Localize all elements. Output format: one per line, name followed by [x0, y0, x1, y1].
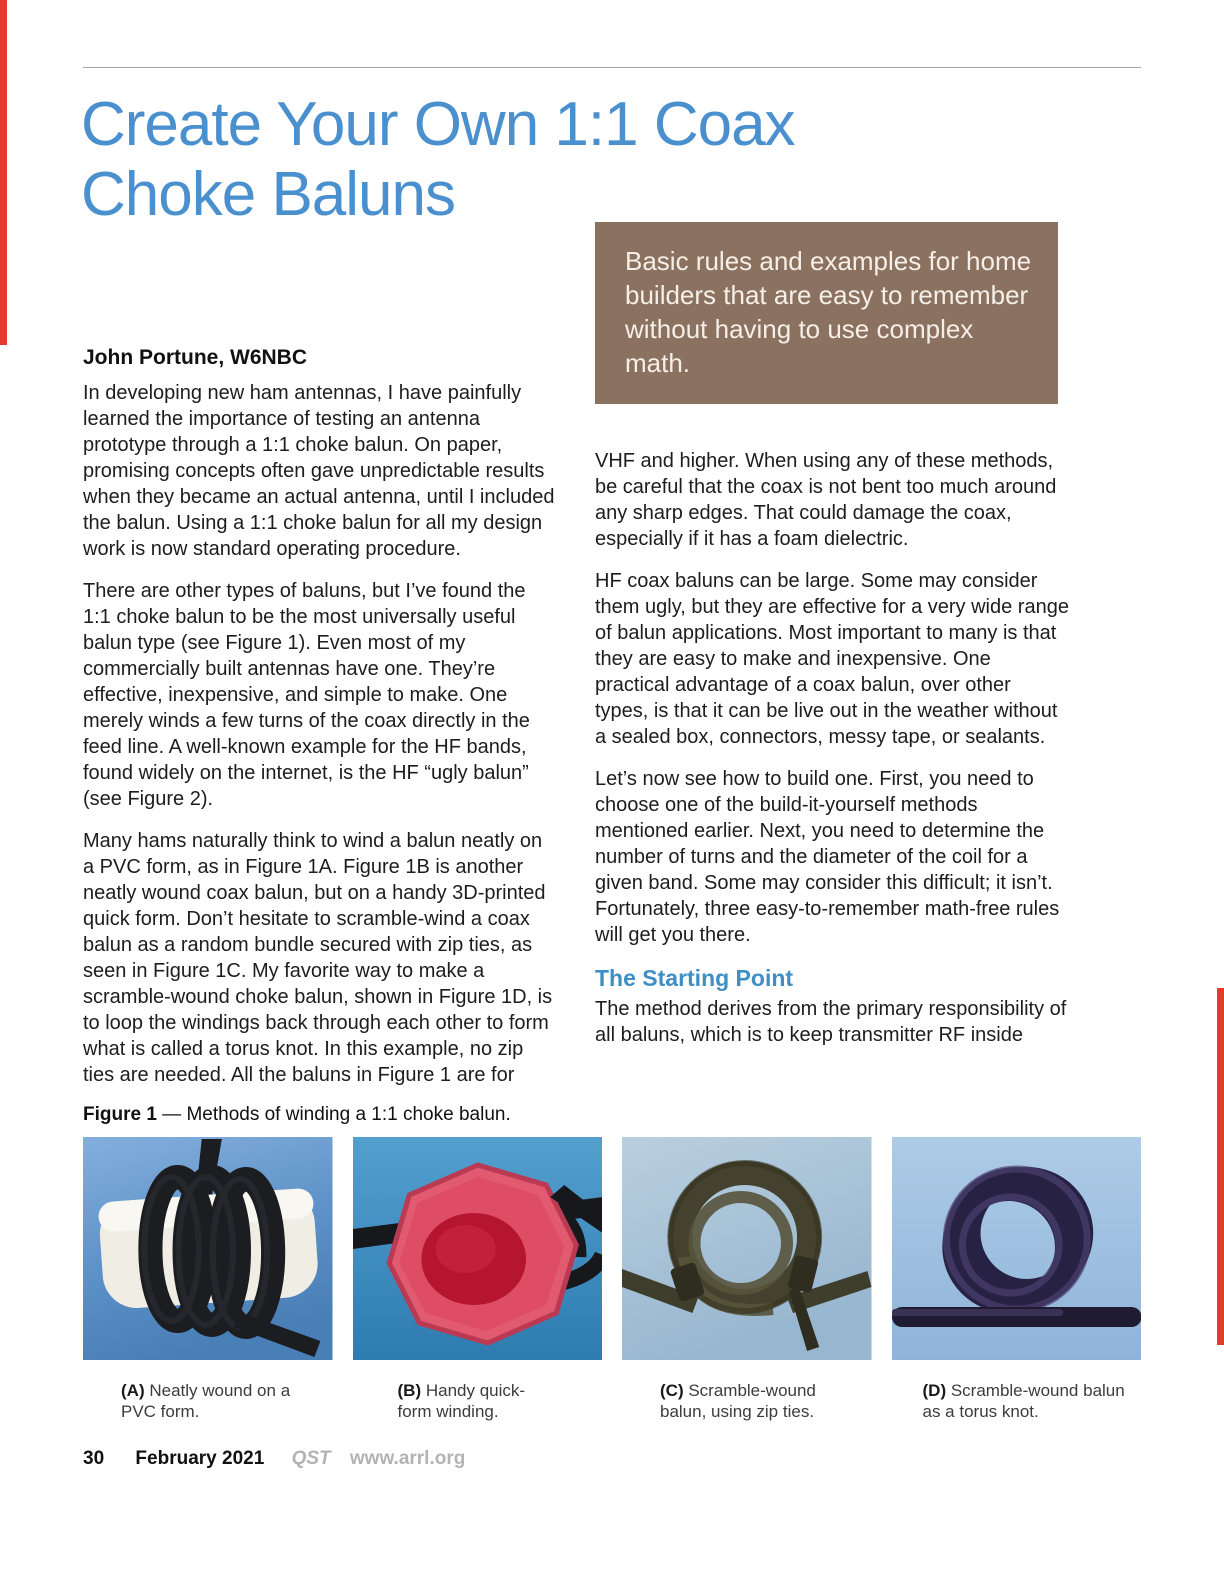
photo-a-caption-label: (A) [121, 1381, 145, 1400]
photo-c-caption-text: Scramble-wound balun, using zip ties. [660, 1381, 816, 1421]
article-title [81, 90, 981, 230]
figure1-photo-b [353, 1137, 603, 1360]
paragraph: There are other types of baluns, but I’ve found the 1:1 choke balun to be the most universally useful balun type (see Figure 1). Even most of my commercially built antennas have one. They’re effective, inexpensive, and simple to make. One merely winds a few turns of the coax directly in the feed line. A well-known example for the HF bands, found widely on the internet, is the HF “ugly balun” (see Figure 2). [83, 580, 530, 810]
photo-d-torus-knot [892, 1137, 1142, 1360]
photo-c-zip-tie-coil [622, 1137, 872, 1360]
photo-b-caption-text: Handy quick-form winding. [397, 1381, 526, 1421]
figure1-photo-a [83, 1137, 333, 1360]
footer-magazine-name: QST [291, 1448, 331, 1469]
photo-c-caption-label: (C) [660, 1381, 684, 1400]
paragraph: In developing new ham antennas, I have painfully learned the importance of testing an antenna prototype through a 1:1 choke balun. On paper, promising concepts often gave unpredictable results when they became an actual antenna, until I included the balun. Using a 1:1 choke balun for all my design work is now standard operating procedure. [83, 382, 555, 560]
author-byline: John Portune, W6NBC [83, 346, 307, 369]
left-text-column [83, 380, 557, 1104]
photo-a-caption-text: Neatly wound on a PVC form. [121, 1381, 291, 1421]
figure1-photo-c [622, 1137, 872, 1360]
paragraph: The method derives from the primary responsibility of all baluns, which is to keep transmitter RF inside [595, 998, 1067, 1046]
page-footer [83, 1448, 1141, 1470]
paragraph: Many hams naturally think to wind a balun neatly on a PVC form, as in Figure 1A. Figure 1B is another neatly wound coax balun, but on a handy 3D-printed quick form. Don’t hesitate to scramble-wind a coax balun as a random bundle secured with zip ties, as seen in Figure 1C. My favorite way to make a scramble-wound choke balun, shown in Figure 1D, is to loop the windings back through each other to form what is called a torus knot. In this example, no zip ties are needed. All the baluns in Figure 1 are for [83, 830, 553, 1086]
photo-b-caption [360, 1380, 617, 1422]
photo-d-caption-text: Scramble-wound balun as a torus knot. [922, 1381, 1125, 1421]
right-text-column [595, 448, 1069, 1064]
footer-website-url: www.arrl.org [349, 1448, 466, 1469]
paragraph: VHF and higher. When using any of these methods, be careful that the coax is not bent too much around any sharp edges. That could damage the coax, especially if it has a foam dielectric. [595, 450, 1057, 550]
footer-page-number: 30 [83, 1448, 105, 1469]
deck-callout-box [595, 222, 1058, 404]
photo-b-quick-form [353, 1137, 603, 1360]
paragraph: HF coax baluns can be large. Some may consider them ugly, but they are effective for a very wide range of balun applications. Most important to many is that they are easy to make and inexpensive. One practical advantage of a coax balun, over other types, is that it can be live out in the weather without a sealed box, connectors, messy tape, or sealants. [595, 570, 1069, 748]
figure1-caption-row [83, 1380, 1141, 1422]
photo-a-caption [83, 1380, 340, 1422]
figure1-caption-text: — Methods of winding a 1:1 choke balun. [156, 1104, 511, 1125]
photo-d-caption-label: (D) [922, 1381, 947, 1400]
figure1-photo-d [892, 1137, 1142, 1360]
footer-issue-date: February 2021 [135, 1448, 265, 1469]
article-title-line1: Create Your Own 1:1 Coax [81, 90, 795, 159]
paragraph: Let’s now see how to build one. First, you need to choose one of the build-it-yourself methods mentioned earlier. Next, you need to determine the number of turns and the diameter of the coil for a given band. Some may consider this difficult; it isn’t. Fortunately, three easy-to-remember math-free rules will get you there. [595, 768, 1060, 946]
top-divider-rule [83, 67, 1141, 68]
figure1-caption-label: Figure 1 [83, 1104, 157, 1125]
figure1-caption [83, 1104, 1141, 1126]
photo-b-caption-label: (B) [397, 1381, 422, 1400]
figure1-photo-row [83, 1137, 1141, 1360]
page-edge-red-bar-top-left [0, 0, 7, 345]
page-edge-red-bar-right [1217, 988, 1224, 1345]
section-heading-starting-point: The Starting Point [595, 965, 794, 991]
photo-a-coax-on-pvc [83, 1137, 333, 1360]
photo-c-caption [636, 1380, 879, 1422]
deck-callout-text: Basic rules and examples for home builders that are easy to remember without having to use complex math. [625, 246, 1032, 378]
article-title-line2: Choke Baluns [81, 160, 456, 229]
photo-d-caption [899, 1380, 1142, 1422]
